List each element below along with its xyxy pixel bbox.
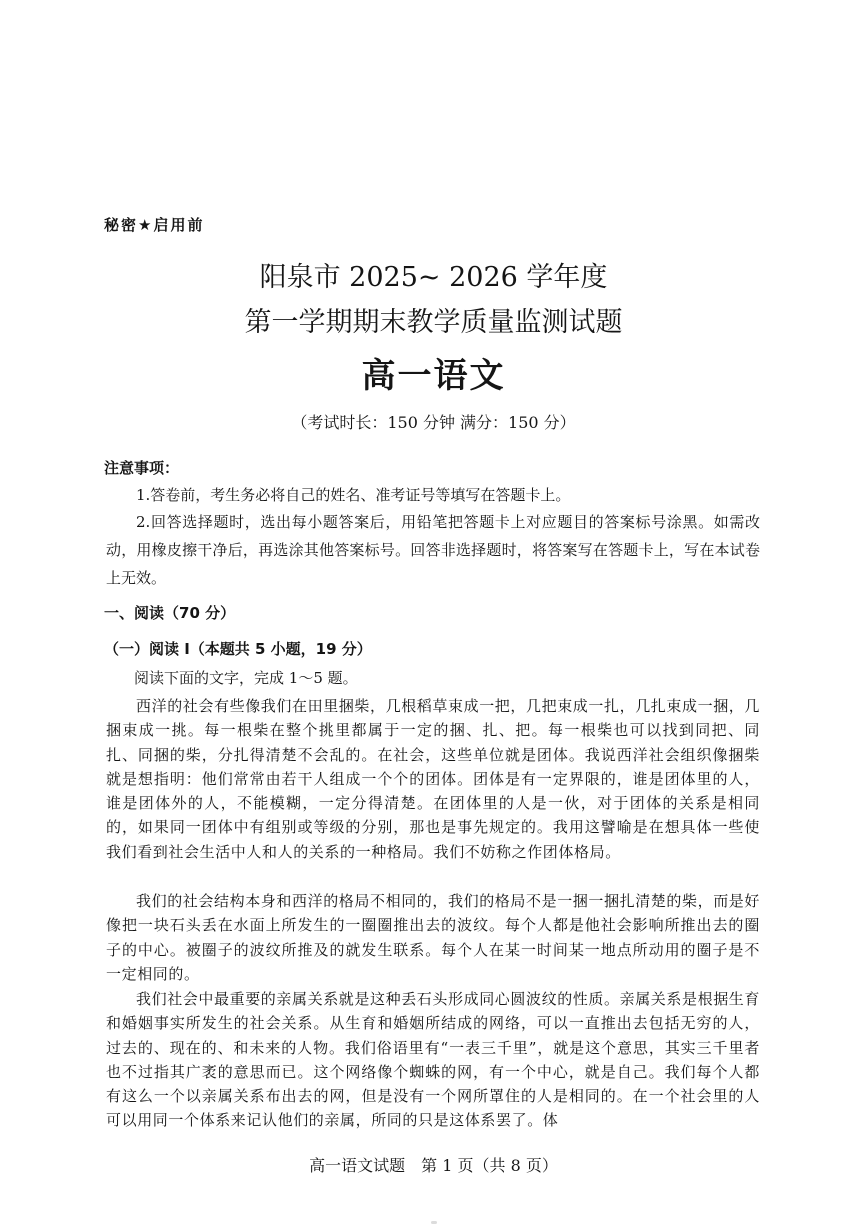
section-title: 一、阅读（70 分） [104, 604, 236, 622]
exam-duration: （考试时长：150 分钟 满分：150 分） [291, 413, 576, 432]
subject-title: 高一语文 [361, 356, 506, 396]
exam-title-line2: 第一学期期末教学质量监测试题 [244, 307, 623, 338]
notice-item: 2.回答选择题时，选出每小题答案后，用铅笔把答题卡上对应题目的答案标号涂黑。如需改动，用橡皮擦干净后，再选涂其他答案标号。回答非选择题时，将答案写在答题卡上，写在本试卷上无效。 [106, 513, 760, 587]
scan-speck [431, 1221, 437, 1224]
notice-heading: 注意事项： [104, 459, 180, 477]
exam-title-line1: 阳泉市 2025~ 2026 学年度 [259, 262, 608, 293]
notice-item: 1.答卷前，考生务必将自己的姓名、准考证号等填写在答题卡上。 [136, 486, 571, 504]
passage-paragraph: 我们社会中最重要的亲属关系就是这种丢石头形成同心圆波纹的性质。亲属关系是根据生育和婚姻事实所发生的社会关系。从生育和婚姻所结成的网络，可以一直推出去包括无穷的人，过去的、现在的、和未来的人物。我们俗语里有“一表三千里”，就是这个意思，其实三千里者也不过指其广袤的意思而已。这个网络像个蜘蛛的网，有一个中心，就是自己。我们每个人都有这么一个以亲属关系布出去的网，但是没有一个网所罩住的人是相同的。在一个社会里的人可以用同一个体系来记认他们的亲属，所同的只是这体系罢了。体 [106, 990, 761, 1130]
reading-instruction: 阅读下面的文字，完成 1～5 题。 [134, 669, 358, 687]
page-footer: 高一语文试题 第 1 页（共 8 页） [309, 1156, 558, 1175]
passage-paragraph: 西洋的社会有些像我们在田里捆柴，几根稻草束成一把，几把束成一扎，几扎束成一捆，几捆束成一挑。每一根柴在整个挑里都属于一定的捆、扎、把。每一根柴也可以找到同把、同扎、同捆的柴，分扎得清楚不会乱的。在社会，这些单位就是团体。我说西洋社会组织像捆柴就是想指明：他们常常由若干人组成一个个的团体。团体是有一定界限的，谁是团体里的人，谁是团体外的人，不能模糊，一定分得清楚。在团体里的人是一伙，对于团体的关系是相同的，如果同一团体中有组别或等级的分别，那也是事先规定的。我用这譬喻是在想具体一些使我们看到社会生活中人和人的关系的一种格局。我们不妨称之作团体格局。 [106, 697, 761, 861]
confidential-label: 秘密★启用前 [104, 216, 205, 234]
subsection-title: （一）阅读 I（本题共 5 小题，19 分） [104, 640, 372, 658]
passage-paragraph: 我们的社会结构本身和西洋的格局不相同的，我们的格局不是一捆一捆扎清楚的柴，而是好像把一块石头丢在水面上所发生的一圈圈推出去的波纹。每个人都是他社会影响所推出去的圈子的中心。被圈子的波纹所推及的就发生联系。每个人在某一时间某一地点所动用的圈子是不一定相同的。 [106, 892, 761, 983]
